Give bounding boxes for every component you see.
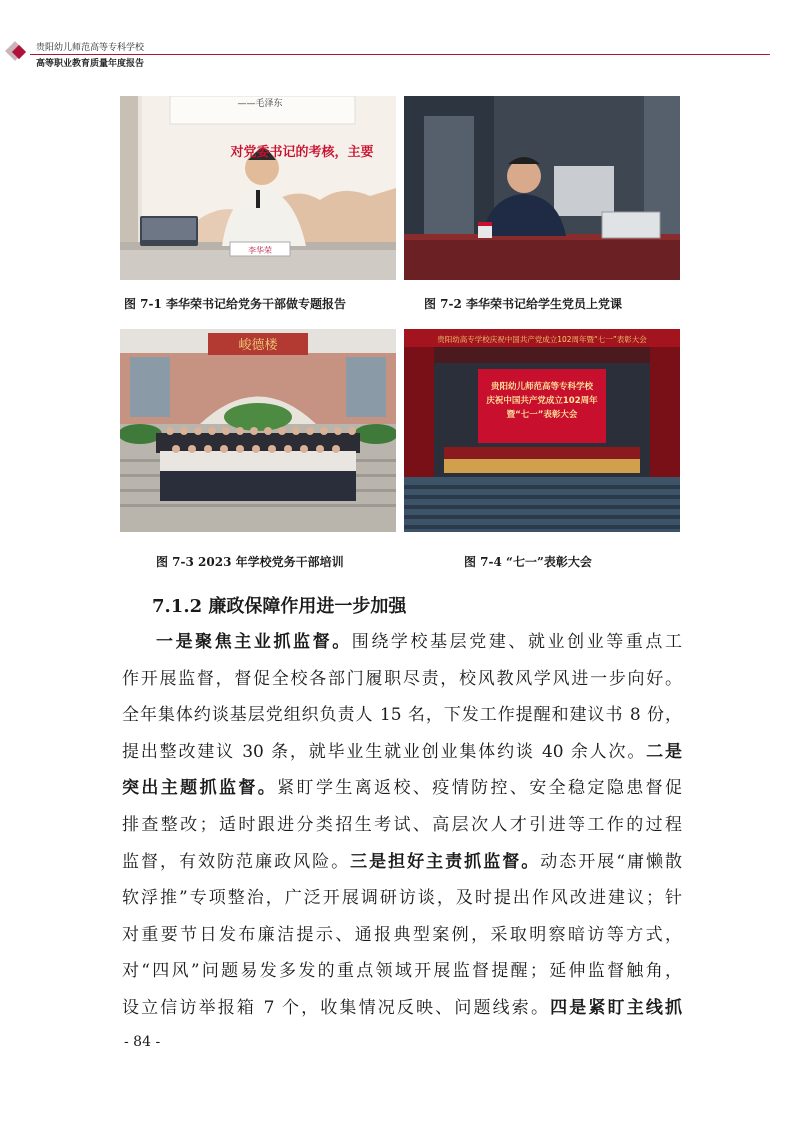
photo3-building-sign: 峻德楼: [238, 338, 278, 353]
section-heading-7-1-2: 7.1.2 廉政保障作用进一步加强: [152, 596, 407, 617]
paragraph-line: [122, 990, 682, 1027]
header-school-name: 贵阳幼儿师范高等专科学校: [36, 43, 145, 53]
photo4-screen-line2: 庆祝中国共产党成立102周年: [486, 396, 598, 406]
paragraph-line: 对重要节日发布廉洁提示、通报典型案例，采取明察暗访等方式，: [122, 924, 682, 945]
paragraph-text: 紧盯学生离返校、疫情防控、安全稳定隐患督促: [277, 778, 683, 799]
paragraph-line: [122, 624, 682, 661]
photo-july-first-commendation: [404, 329, 680, 532]
paragraph-text: 设立信访举报箱 7 个，收集情况反映、问题线索。: [122, 997, 551, 1018]
photo4-screen-line3: 暨“七一”表彰大会: [506, 410, 578, 420]
emphasis-first-point: 一是聚焦主业抓监督。: [156, 632, 352, 652]
body-paragraph: [122, 624, 682, 1027]
caption-figure-7-2: 图 7-2 李华荣书记给学生党员上党课: [424, 297, 623, 311]
page-number: - 84 -: [124, 1034, 161, 1050]
paragraph-text: 监督，有效防范廉政风险。: [122, 851, 351, 872]
header-report-title: 高等职业教育质量年度报告: [36, 59, 145, 69]
paragraph-text: 动态开展“庸懒散: [540, 851, 682, 872]
caption-figure-7-3: 图 7-3 2023 年学校党务干部培训: [156, 555, 344, 569]
paragraph-text: 提出整改建议 30 条，就毕业生就业创业集体约谈 40 余人次。: [122, 741, 647, 762]
emphasis-second-point-start: 二是: [646, 741, 682, 762]
emphasis-fourth-point: 四是紧盯主线抓: [550, 997, 682, 1018]
caption-figure-7-1: 图 7-1 李华荣书记给党务干部做专题报告: [124, 297, 347, 311]
emphasis-third-point: 三是担好主责抓监督。: [350, 851, 541, 872]
paragraph-line: 全年集体约谈基层党组织负责人 15 名，下发工作提醒和建议书 8 份，: [122, 705, 682, 726]
paragraph-line: 排查整改；适时跟进分类招生考试、高层次人才引进等工作的过程: [122, 814, 682, 835]
photo-party-cadre-training-group: [120, 329, 396, 532]
paragraph-line: 对“四风”问题易发多发的重点领域开展监督提醒；延伸监督触角，: [122, 961, 682, 982]
paragraph-line: [122, 770, 682, 807]
photo-secretary-lecture-cadres: [120, 96, 396, 280]
photo4-screen-line1: 贵阳幼儿师范高等专科学校: [490, 382, 594, 392]
paragraph-text: 围绕学校基层党建、就业创业等重点工: [351, 632, 683, 652]
photo-secretary-lecture-students: [404, 96, 680, 280]
photo1-nameplate: 李华荣: [248, 246, 272, 255]
photo1-banner-line1: ——毛泽东: [237, 99, 283, 109]
emphasis-second-point-end: 突出主题抓监督。: [122, 778, 278, 799]
paragraph-line: 作开展监督，督促全校各部门履职尽责，校风教风学风进一步向好。: [122, 668, 682, 689]
paragraph-line: [122, 844, 682, 881]
page-header: [0, 0, 793, 80]
header-rule: [30, 54, 770, 55]
paragraph-line: [122, 734, 682, 771]
photo1-banner-line2: 对党委书记的考核，主要: [230, 145, 374, 160]
photo4-top-banner: 贵阳幼高专学校庆祝中国共产党成立102周年暨“七一”表彰大会: [437, 335, 647, 344]
paragraph-line: 软浮推”专项整治，广泛开展调研访谈，及时提出作风改进建议；针: [122, 888, 682, 909]
caption-figure-7-4: 图 7-4 “七一”表彰大会: [464, 555, 592, 569]
